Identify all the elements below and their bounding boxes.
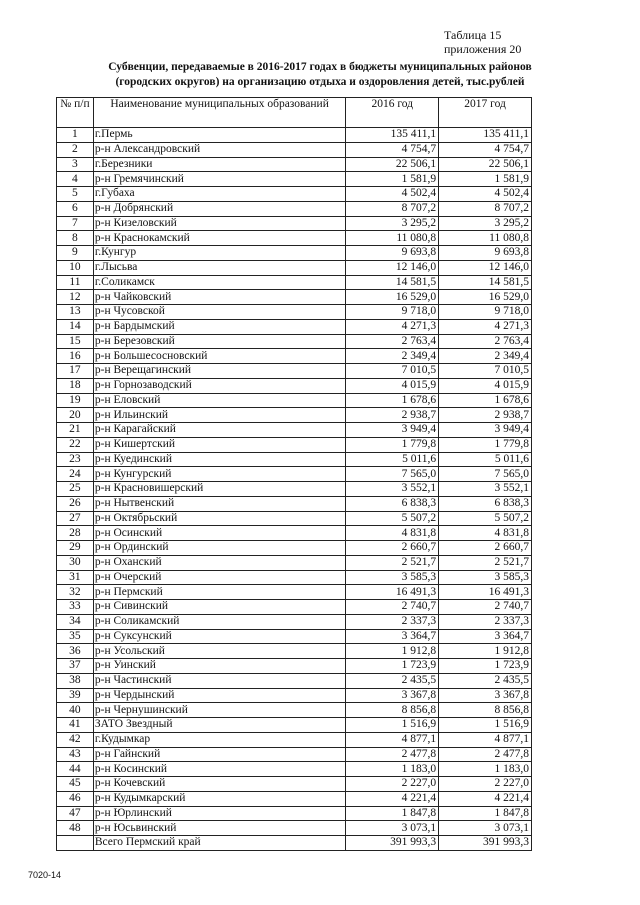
row-value-2017: 4 015,9 xyxy=(439,378,532,393)
table-row xyxy=(57,541,532,556)
table-row xyxy=(57,201,532,216)
row-value-2016: 4 877,1 xyxy=(346,732,439,747)
table-row xyxy=(57,364,532,379)
row-municipality-name: р-н Бардымский xyxy=(93,319,345,334)
row-value-2017: 1 779,8 xyxy=(439,437,532,452)
row-value-2017: 1 678,6 xyxy=(439,393,532,408)
table-row xyxy=(57,260,532,275)
row-municipality-name: г.Кудымкар xyxy=(93,732,345,747)
row-number: 18 xyxy=(57,378,94,393)
row-number: 44 xyxy=(57,762,94,777)
table-row xyxy=(57,246,532,261)
table-row xyxy=(57,290,532,305)
row-number: 42 xyxy=(57,732,94,747)
row-value-2016: 3 364,7 xyxy=(346,629,439,644)
row-value-2016: 3 073,1 xyxy=(346,821,439,836)
row-value-2017: 8 707,2 xyxy=(439,201,532,216)
row-value-2016: 3 295,2 xyxy=(346,216,439,231)
header-number: № п/п xyxy=(57,98,94,128)
row-value-2017: 3 367,8 xyxy=(439,688,532,703)
table-row xyxy=(57,629,532,644)
row-municipality-name: р-н Юсьвинский xyxy=(93,821,345,836)
table-body xyxy=(57,128,532,851)
row-value-2016: 1 183,0 xyxy=(346,762,439,777)
row-municipality-name: р-н Пермский xyxy=(93,585,345,600)
row-number: 23 xyxy=(57,452,94,467)
row-value-2016: 2 227,0 xyxy=(346,777,439,792)
row-value-2016: 7 565,0 xyxy=(346,467,439,482)
table-row xyxy=(57,496,532,511)
row-number: 43 xyxy=(57,747,94,762)
row-value-2016: 4 015,9 xyxy=(346,378,439,393)
row-municipality-name: р-н Чайковский xyxy=(93,290,345,305)
row-value-2017: 1 847,8 xyxy=(439,806,532,821)
row-number: 48 xyxy=(57,821,94,836)
table-row xyxy=(57,659,532,674)
row-value-2017: 4 271,3 xyxy=(439,319,532,334)
table-row xyxy=(57,393,532,408)
row-number: 35 xyxy=(57,629,94,644)
table-row xyxy=(57,732,532,747)
row-number: 29 xyxy=(57,541,94,556)
table-header-row xyxy=(57,98,532,128)
row-municipality-name: р-н Октябрьский xyxy=(93,511,345,526)
row-value-2016: 2 740,7 xyxy=(346,600,439,615)
row-value-2016: 16 491,3 xyxy=(346,585,439,600)
row-number: 22 xyxy=(57,437,94,452)
row-value-2017: 1 516,9 xyxy=(439,718,532,733)
row-value-2016: 1 723,9 xyxy=(346,659,439,674)
table-row xyxy=(57,172,532,187)
row-value-2017: 4 754,7 xyxy=(439,142,532,157)
row-number: 28 xyxy=(57,526,94,541)
row-number: 40 xyxy=(57,703,94,718)
row-municipality-name: г.Соликамск xyxy=(93,275,345,290)
row-value-2017: 3 585,3 xyxy=(439,570,532,585)
table-row xyxy=(57,614,532,629)
row-municipality-name: р-н Кудымкарский xyxy=(93,791,345,806)
row-value-2017: 1 912,8 xyxy=(439,644,532,659)
row-municipality-name: г.Пермь xyxy=(93,128,345,143)
row-value-2016: 3 367,8 xyxy=(346,688,439,703)
document-title-line-2: (городских округов) на организацию отдыха и оздоровления детей, тыс.рублей xyxy=(115,76,525,88)
row-number: 16 xyxy=(57,349,94,364)
row-value-2016: 3 949,4 xyxy=(346,423,439,438)
table-row xyxy=(57,511,532,526)
row-value-2016: 6 838,3 xyxy=(346,496,439,511)
row-value-2017: 9 693,8 xyxy=(439,246,532,261)
row-number: 14 xyxy=(57,319,94,334)
table-row xyxy=(57,718,532,733)
table-row xyxy=(57,142,532,157)
row-value-2017: 2 349,4 xyxy=(439,349,532,364)
row-value-2016: 5 507,2 xyxy=(346,511,439,526)
subventions-table xyxy=(56,97,532,851)
row-value-2017: 2 740,7 xyxy=(439,600,532,615)
table-row xyxy=(57,806,532,821)
table-row xyxy=(57,305,532,320)
row-municipality-name: р-н Кизеловский xyxy=(93,216,345,231)
row-number: 12 xyxy=(57,290,94,305)
row-municipality-name: р-н Суксунский xyxy=(93,629,345,644)
row-value-2017: 2 337,3 xyxy=(439,614,532,629)
row-number: 9 xyxy=(57,246,94,261)
table-row xyxy=(57,600,532,615)
table-row xyxy=(57,482,532,497)
row-value-2016: 135 411,1 xyxy=(346,128,439,143)
row-value-2017: 2 763,4 xyxy=(439,334,532,349)
row-municipality-name: р-н Гайнский xyxy=(93,747,345,762)
table-row xyxy=(57,762,532,777)
row-number: 8 xyxy=(57,231,94,246)
table-row xyxy=(57,526,532,541)
row-municipality-name: р-н Краснокамский xyxy=(93,231,345,246)
row-value-2017: 5 507,2 xyxy=(439,511,532,526)
table-row xyxy=(57,747,532,762)
table-row xyxy=(57,275,532,290)
row-value-2017: 11 080,8 xyxy=(439,231,532,246)
row-value-2017: 9 718,0 xyxy=(439,305,532,320)
row-number: 39 xyxy=(57,688,94,703)
table-row xyxy=(57,467,532,482)
row-municipality-name: р-н Горнозаводский xyxy=(93,378,345,393)
row-value-2017: 3 295,2 xyxy=(439,216,532,231)
row-value-2016: 2 349,4 xyxy=(346,349,439,364)
row-municipality-name: р-н Юрлинский xyxy=(93,806,345,821)
row-value-2017: 1 183,0 xyxy=(439,762,532,777)
row-municipality-name: р-н Частинский xyxy=(93,673,345,688)
row-number: 4 xyxy=(57,172,94,187)
row-value-2017: 4 502,4 xyxy=(439,187,532,202)
row-value-2017: 4 877,1 xyxy=(439,732,532,747)
row-value-2016: 4 831,8 xyxy=(346,526,439,541)
row-number: 34 xyxy=(57,614,94,629)
row-value-2017: 12 146,0 xyxy=(439,260,532,275)
row-municipality-name: р-н Чусовской xyxy=(93,305,345,320)
row-municipality-name: р-н Ординский xyxy=(93,541,345,556)
row-number: 45 xyxy=(57,777,94,792)
table-row xyxy=(57,187,532,202)
row-number: 27 xyxy=(57,511,94,526)
row-value-2017: 22 506,1 xyxy=(439,157,532,172)
row-value-2016: 16 529,0 xyxy=(346,290,439,305)
table-row xyxy=(57,423,532,438)
row-municipality-name: р-н Чердынский xyxy=(93,688,345,703)
row-value-2016: 9 718,0 xyxy=(346,305,439,320)
document-title-line-1: Субвенции, передаваемые в 2016-2017 годах в бюджеты муниципальных районов xyxy=(108,61,532,73)
row-municipality-name: р-н Куединский xyxy=(93,452,345,467)
total-value-2017: 391 993,3 xyxy=(439,836,532,851)
table-row xyxy=(57,703,532,718)
row-number: 7 xyxy=(57,216,94,231)
table-caption-appendix: приложения 20 xyxy=(444,42,522,56)
row-municipality-name: г.Губаха xyxy=(93,187,345,202)
row-municipality-name: р-н Уинский xyxy=(93,659,345,674)
row-municipality-name: г.Лысьва xyxy=(93,260,345,275)
row-number: 31 xyxy=(57,570,94,585)
row-municipality-name: р-н Нытвенский xyxy=(93,496,345,511)
row-number: 1 xyxy=(57,128,94,143)
row-number: 19 xyxy=(57,393,94,408)
row-municipality-name: р-н Очерский xyxy=(93,570,345,585)
table-row xyxy=(57,349,532,364)
row-number: 30 xyxy=(57,555,94,570)
row-value-2017: 2 477,8 xyxy=(439,747,532,762)
row-number: 2 xyxy=(57,142,94,157)
row-municipality-name: р-н Красновишерский xyxy=(93,482,345,497)
row-municipality-name: р-н Кишертский xyxy=(93,437,345,452)
table-row xyxy=(57,408,532,423)
row-value-2016: 22 506,1 xyxy=(346,157,439,172)
table-row xyxy=(57,157,532,172)
row-number: 41 xyxy=(57,718,94,733)
table-row xyxy=(57,437,532,452)
row-value-2016: 4 271,3 xyxy=(346,319,439,334)
row-municipality-name: г.Березники xyxy=(93,157,345,172)
row-value-2017: 8 856,8 xyxy=(439,703,532,718)
table-row xyxy=(57,319,532,334)
table-row xyxy=(57,585,532,600)
row-municipality-name: р-н Усольский xyxy=(93,644,345,659)
row-number: 17 xyxy=(57,364,94,379)
row-value-2017: 2 938,7 xyxy=(439,408,532,423)
row-municipality-name: р-н Александровский xyxy=(93,142,345,157)
table-row xyxy=(57,128,532,143)
row-value-2017: 6 838,3 xyxy=(439,496,532,511)
row-value-2016: 1 516,9 xyxy=(346,718,439,733)
row-value-2017: 4 831,8 xyxy=(439,526,532,541)
row-number: 3 xyxy=(57,157,94,172)
table-row xyxy=(57,688,532,703)
row-number: 5 xyxy=(57,187,94,202)
row-value-2017: 7 010,5 xyxy=(439,364,532,379)
table-row xyxy=(57,821,532,836)
table-row xyxy=(57,555,532,570)
table-row xyxy=(57,673,532,688)
table-row xyxy=(57,452,532,467)
row-value-2017: 7 565,0 xyxy=(439,467,532,482)
row-number: 47 xyxy=(57,806,94,821)
table-row xyxy=(57,378,532,393)
row-value-2016: 1 779,8 xyxy=(346,437,439,452)
row-value-2017: 3 552,1 xyxy=(439,482,532,497)
row-municipality-name: р-н Соликамский xyxy=(93,614,345,629)
row-municipality-name: р-н Добрянский xyxy=(93,201,345,216)
row-number: 10 xyxy=(57,260,94,275)
row-value-2016: 1 847,8 xyxy=(346,806,439,821)
row-municipality-name: р-н Осинский xyxy=(93,526,345,541)
row-municipality-name: р-н Косинский xyxy=(93,762,345,777)
row-number: 36 xyxy=(57,644,94,659)
row-value-2016: 4 221,4 xyxy=(346,791,439,806)
row-value-2017: 3 949,4 xyxy=(439,423,532,438)
total-value-2016: 391 993,3 xyxy=(346,836,439,851)
total-label: Всего Пермский край xyxy=(93,836,345,851)
row-municipality-name: р-н Оханский xyxy=(93,555,345,570)
row-value-2016: 3 585,3 xyxy=(346,570,439,585)
document-code: 7020-14 xyxy=(28,870,62,880)
header-name: Наименование муниципальных образований xyxy=(93,98,345,128)
row-value-2016: 2 660,7 xyxy=(346,541,439,556)
row-value-2017: 16 529,0 xyxy=(439,290,532,305)
row-number: 26 xyxy=(57,496,94,511)
row-value-2017: 5 011,6 xyxy=(439,452,532,467)
row-number: 25 xyxy=(57,482,94,497)
row-value-2017: 135 411,1 xyxy=(439,128,532,143)
row-value-2016: 9 693,8 xyxy=(346,246,439,261)
table-row xyxy=(57,216,532,231)
row-municipality-name: р-н Чернушинский xyxy=(93,703,345,718)
row-number: 15 xyxy=(57,334,94,349)
row-value-2016: 8 856,8 xyxy=(346,703,439,718)
row-municipality-name: р-н Верещагинский xyxy=(93,364,345,379)
row-value-2016: 5 011,6 xyxy=(346,452,439,467)
row-value-2016: 1 581,9 xyxy=(346,172,439,187)
row-value-2017: 2 521,7 xyxy=(439,555,532,570)
table-row xyxy=(57,231,532,246)
row-value-2016: 2 435,5 xyxy=(346,673,439,688)
row-value-2017: 3 073,1 xyxy=(439,821,532,836)
row-municipality-name: р-н Большесосновский xyxy=(93,349,345,364)
row-number: 20 xyxy=(57,408,94,423)
row-municipality-name: р-н Кунгурский xyxy=(93,467,345,482)
row-value-2016: 11 080,8 xyxy=(346,231,439,246)
row-value-2016: 8 707,2 xyxy=(346,201,439,216)
row-value-2017: 4 221,4 xyxy=(439,791,532,806)
row-value-2017: 2 435,5 xyxy=(439,673,532,688)
row-value-2016: 1 912,8 xyxy=(346,644,439,659)
row-value-2016: 7 010,5 xyxy=(346,364,439,379)
row-value-2016: 1 678,6 xyxy=(346,393,439,408)
table-row xyxy=(57,334,532,349)
row-value-2016: 2 763,4 xyxy=(346,334,439,349)
row-number: 32 xyxy=(57,585,94,600)
row-municipality-name: р-н Гремячинский xyxy=(93,172,345,187)
row-value-2017: 14 581,5 xyxy=(439,275,532,290)
row-municipality-name: г.Кунгур xyxy=(93,246,345,261)
row-number: 33 xyxy=(57,600,94,615)
row-municipality-name: р-н Карагайский xyxy=(93,423,345,438)
row-value-2017: 3 364,7 xyxy=(439,629,532,644)
row-municipality-name: р-н Кочевский xyxy=(93,777,345,792)
table-row xyxy=(57,791,532,806)
table-row xyxy=(57,644,532,659)
row-value-2016: 2 477,8 xyxy=(346,747,439,762)
row-value-2016: 4 754,7 xyxy=(346,142,439,157)
row-value-2016: 2 337,3 xyxy=(346,614,439,629)
total-number-cell xyxy=(57,836,94,851)
row-number: 21 xyxy=(57,423,94,438)
row-number: 38 xyxy=(57,673,94,688)
table-row xyxy=(57,570,532,585)
header-2016: 2016 год xyxy=(346,98,439,128)
row-municipality-name: ЗАТО Звездный xyxy=(93,718,345,733)
row-number: 46 xyxy=(57,791,94,806)
row-value-2016: 3 552,1 xyxy=(346,482,439,497)
row-value-2017: 2 227,0 xyxy=(439,777,532,792)
row-number: 6 xyxy=(57,201,94,216)
row-municipality-name: р-н Сивинский xyxy=(93,600,345,615)
row-value-2016: 2 938,7 xyxy=(346,408,439,423)
row-value-2016: 2 521,7 xyxy=(346,555,439,570)
row-value-2017: 1 581,9 xyxy=(439,172,532,187)
table-row xyxy=(57,777,532,792)
row-number: 37 xyxy=(57,659,94,674)
row-value-2017: 16 491,3 xyxy=(439,585,532,600)
table-caption-number: Таблица 15 xyxy=(444,28,502,42)
row-number: 13 xyxy=(57,305,94,320)
row-number: 11 xyxy=(57,275,94,290)
row-municipality-name: р-н Ильинский xyxy=(93,408,345,423)
row-municipality-name: р-н Еловский xyxy=(93,393,345,408)
row-value-2017: 1 723,9 xyxy=(439,659,532,674)
row-value-2016: 14 581,5 xyxy=(346,275,439,290)
row-value-2016: 4 502,4 xyxy=(346,187,439,202)
table-total-row xyxy=(57,836,532,851)
row-value-2017: 2 660,7 xyxy=(439,541,532,556)
row-value-2016: 12 146,0 xyxy=(346,260,439,275)
header-2017: 2017 год xyxy=(439,98,532,128)
row-municipality-name: р-н Березовский xyxy=(93,334,345,349)
row-number: 24 xyxy=(57,467,94,482)
